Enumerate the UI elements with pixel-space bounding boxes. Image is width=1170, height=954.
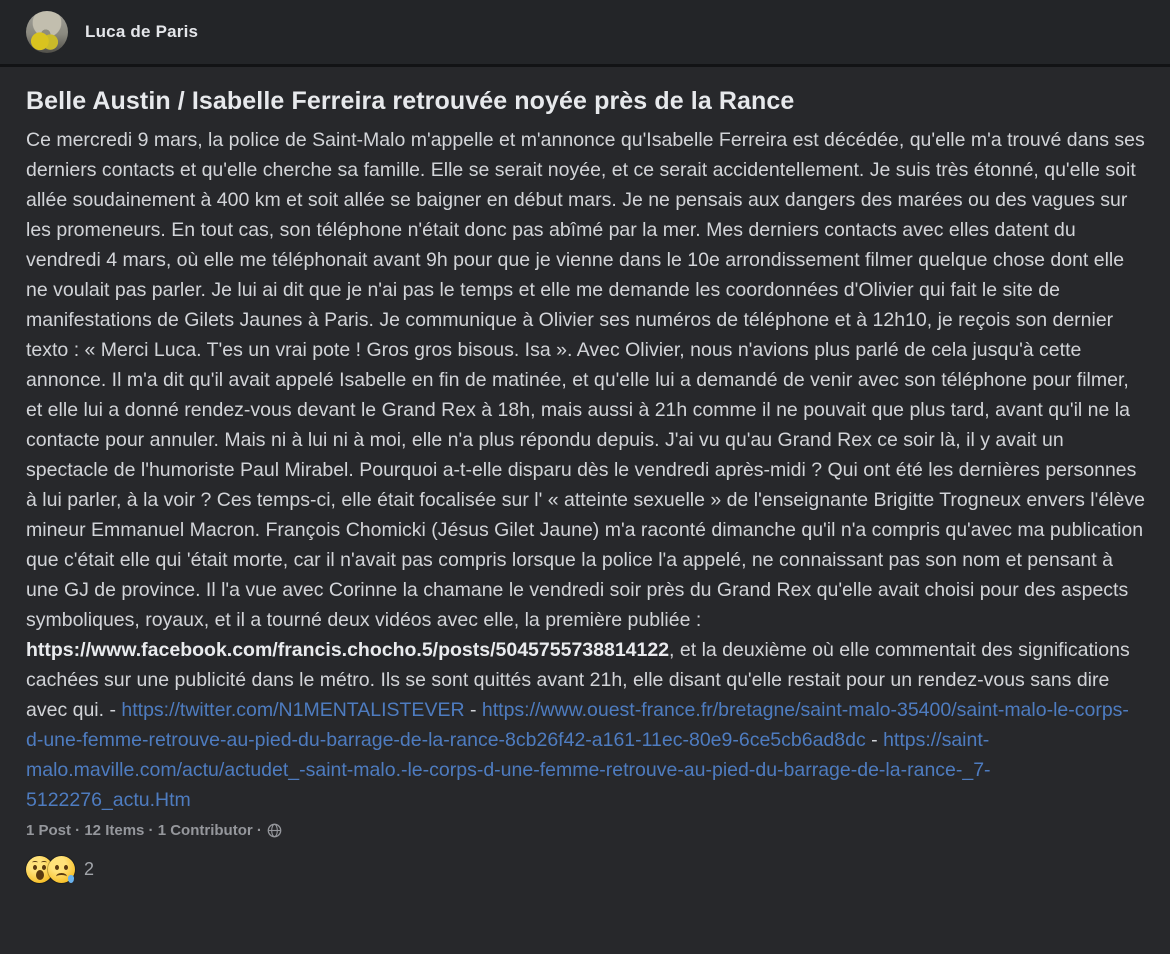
link-separator-2: - — [865, 729, 884, 751]
body-text-after-facebook: , et la deuxième où elle commentait des significations cachées sur une publicité dans le métro. Ils se sont quittés avant 21h, elle disant qu'elle restait pour un rendez-vous sans dire avec qui. - — [26, 639, 1130, 721]
maville-link[interactable]: https://saint-malo.maville.com/actu/actudet_-saint-malo.-le-corps-d-une-femme-retrouve-au-pied-du-barrage-de-la-rance-_7-5122276_actu.Htm — [26, 729, 991, 811]
reaction-count[interactable]: 2 — [84, 859, 95, 879]
twitter-link[interactable]: https://twitter.com/N1MENTALISTEVER — [121, 699, 465, 721]
link-separator-1: - — [464, 699, 482, 721]
author-avatar[interactable] — [26, 11, 68, 53]
body-text-main: Ce mercredi 9 mars, la police de Saint-Malo m'appelle et m'annonce qu'Isabelle Ferreira est décédée, qu'elle m'a trouvé dans ses derniers contacts et qu'elle cherche sa famille. Elle se serait noyée, et ce serait accidentellement. Je suis très étonné, qu'elle soit allée soudainement à 400 km et soit allée se baigner en début mars. Je ne pensais aux dangers des marées ou des vagues sur les promeneurs. En tout cas, son téléphone n'était donc pas abîmé par la mer. Mes derniers contacts avec elles datent du vendredi 4 mars, où elle me téléphonait avant 9h pour que je vienne dans le 10e arrondissement filmer quelque chose dont elle ne voulait pas parler. Je lui ai dit que je n'ai pas le temps et elle me demande les coordonnées d'Olivier qui fait le site de manifestations de Gilets Jaunes à Paris. Je communique à Olivier ses numéros de téléphone et à 12h10, je reçois son dernier texto : « Merci Luca. T'es un vrai pote ! Gros gros bisous. Isa ». Avec Olivier, nous n'avions plus parlé de cela jusqu'à cette annonce. Il m'a dit qu'il avait appelé Isabelle en fin de matinée, et qu'elle lui a demandé de venir avec son téléphone pour filmer, et elle lui a donné rendez-vous devant le Grand Rex à 18h, mais aussi à 21h comme il ne pouvait que plus tard, avant qu'il ne la contacte pour annuler. Mais ni à lui ni à moi, elle n'a plus répondu depuis. J'ai vu qu'au Grand Rex ce soir là, il y avait un spectacle de l'humoriste Paul Mirabel. Pourquoi a-t-elle disparu dès le vendredi après-midi ? Qui ont été les dernières personnes à lui parler, à la voir ? Ces temps-ci, elle était focalisée sur l' « atteinte sexuelle » de l'enseignante Brigitte Trogneux envers l'élève mineur Emmanuel Macron. François Chomicki (Jésus Gilet Jaune) m'a raconté dimanche qu'il n'a compris qu'avec ma publication que c'était elle qui 'était morte, car il n'avait pas compris lorsque la police l'a appelé, ne connaissant pas son nom et pensant à une GJ de province. Il l'a vue avec Corinne la chamane le vendredi soir près du Grand Rex qu'elle avait choisi pour des aspects symboliques, royaux, et il a tourné deux vidéos avec elle, la première publiée : — [26, 129, 1145, 631]
post-body — [26, 125, 1146, 815]
post-stats-text: 1 Post · 12 Items · 1 Contributor · — [26, 822, 262, 839]
globe-icon — [267, 823, 282, 838]
sad-reaction-icon[interactable] — [48, 856, 75, 883]
author-name[interactable]: Luca de Paris — [85, 22, 199, 41]
facebook-post-url[interactable]: https://www.facebook.com/francis.chocho.5/posts/5045755738814122 — [26, 639, 670, 661]
post-stats-line — [26, 822, 1146, 839]
post-header — [0, 0, 1170, 64]
ouest-france-link[interactable]: https://www.ouest-france.fr/bretagne/saint-malo-35400/saint-malo-le-corps-d-une-femme-retrouve-au-pied-du-barrage-de-la-rance-8cb26f42-a161-11ec-80e9-6ce5cb6ad8dc — [26, 699, 1129, 751]
post-content — [0, 67, 1170, 954]
reactions-bar — [26, 856, 1146, 883]
post-title: Belle Austin / Isabelle Ferreira retrouvée noyée près de la Rance — [26, 87, 795, 115]
